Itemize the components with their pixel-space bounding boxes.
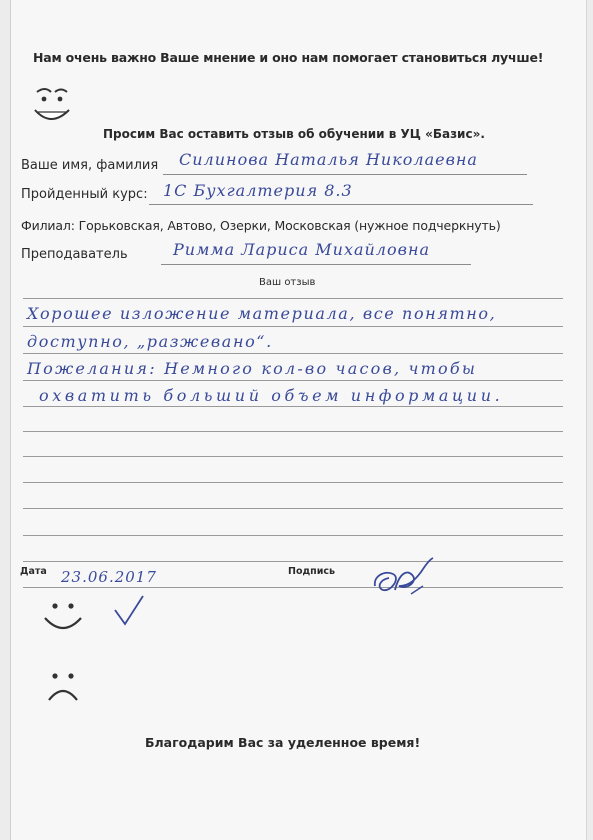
review-rule bbox=[23, 587, 563, 588]
review-rule bbox=[23, 326, 563, 327]
feedback-form-sheet bbox=[10, 0, 587, 840]
name-value: Силинова Наталья Николаевна bbox=[179, 150, 478, 169]
review-rule bbox=[23, 456, 563, 457]
thanks-text: Благодарим Вас за уделенное время! bbox=[145, 735, 421, 750]
review-text-line: Хорошее изложение материала, все понятно, bbox=[27, 304, 497, 323]
review-rule bbox=[23, 508, 563, 509]
name-underline bbox=[163, 174, 527, 175]
review-rule bbox=[23, 298, 563, 299]
form-title: Нам очень важно Ваше мнение и оно нам помогает становиться лучше! bbox=[33, 50, 544, 65]
date-label: Дата bbox=[20, 566, 47, 577]
review-text-line: охватить больший объем информации. bbox=[39, 386, 504, 405]
review-rule bbox=[23, 535, 563, 536]
signature-label: Подпись bbox=[288, 566, 336, 577]
course-label: Пройденный курс: bbox=[21, 187, 148, 202]
sad-face-icon bbox=[39, 668, 87, 708]
review-text-line: Пожелания: Немного кол-во часов, чтобы bbox=[27, 359, 478, 378]
signature-scribble bbox=[371, 556, 441, 602]
checkmark-icon bbox=[111, 592, 147, 628]
review-rule bbox=[23, 406, 563, 407]
winking-face-icon bbox=[29, 80, 75, 130]
form-subtitle: Просим Вас оставить отзыв об обучении в УЦ «Базис». bbox=[103, 127, 485, 141]
name-label: Ваше имя, фамилия bbox=[21, 158, 159, 173]
review-rule bbox=[23, 353, 563, 354]
branch-label: Филиал: Горьковская, Автово, Озерки, Московская (нужное подчеркнуть) bbox=[21, 218, 501, 233]
review-rule bbox=[23, 482, 563, 483]
date-value: 23.06.2017 bbox=[61, 568, 157, 586]
review-text-line: доступно, „разжевано“. bbox=[27, 332, 273, 351]
review-label: Ваш отзыв bbox=[259, 277, 316, 288]
review-rule bbox=[23, 380, 563, 381]
review-rule bbox=[23, 561, 563, 562]
course-underline bbox=[149, 204, 533, 205]
teacher-label: Преподаватель bbox=[21, 247, 128, 262]
happy-face-icon bbox=[39, 596, 87, 640]
teacher-value: Римма Лариса Михайловна bbox=[173, 240, 431, 259]
review-rule bbox=[23, 431, 563, 432]
course-value: 1С Бухгалтерия 8.3 bbox=[163, 181, 353, 200]
teacher-underline bbox=[161, 264, 471, 265]
